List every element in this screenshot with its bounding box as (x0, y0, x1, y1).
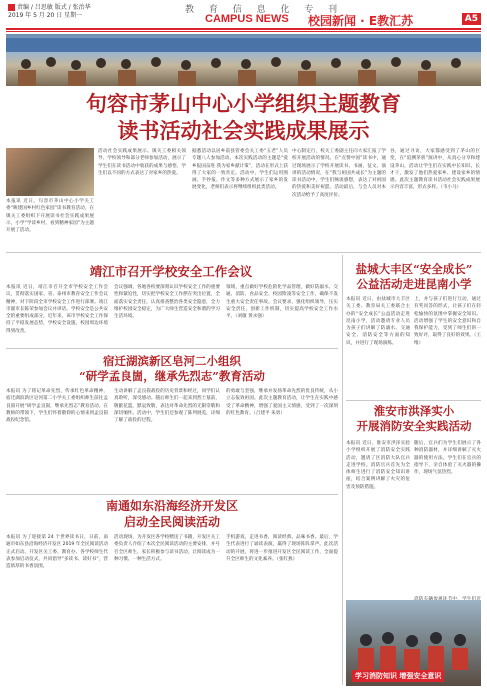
suqian-col1: 本报讯 为了铭记革命先烈，传承红色革命精神，宿迁湖滨新区皂河第二小学关工委组织师生前往孟良崮开展“研学孟良崮，继承先烈志”教育活动。在教师的带领下，学生们怀着敬仰的心情来到孟良崮战役纪念馆。 (6, 389, 108, 424)
brand-bar (150, 13, 487, 27)
lead-small-photo (6, 148, 94, 196)
divider-yancheng (346, 400, 481, 401)
huaian-col2: 随后，官兵们为学生们展示了各种消防器材，并详细讲解了灭火器的使用方法。学生们在官兵的指导下，亲自体验了灭火器的操作，现场气氛热烈。 (414, 441, 481, 476)
huaian-photo (346, 600, 481, 686)
lead-headline-line2: 读书活动社会实践成果展示 (117, 118, 370, 143)
brand-en: CAMPUS NEWS (205, 13, 289, 25)
yancheng-headline-line1: 盐城大丰区“安全成长” (355, 262, 473, 276)
nantong-headline (6, 498, 338, 530)
lead-col5: 谷，通过寻访，大家都感受到了茅山的巨变，在“追溯茅骄”演讲中，从真心分享和建设茅山，活动让学生们在实践中长知识、长才干，激发了他们热爱家乡、建设家乡的情感。此次主题教育读书活动社会实践成果展示内容丰富，形式多样。（韦小马） (390, 149, 480, 191)
nantong-headline-line2: 启动全民阅读活动 (123, 515, 220, 529)
page-number: A5 (462, 13, 481, 25)
huaian-banner: 学习消防知识 增强安全意识 (352, 670, 444, 682)
header-rule (6, 28, 481, 30)
yancheng-col1: 本报讯 近日，由盐城市大丰区关工委、教育局关工委联合主办的“安全成长”公益活动走进昆南小学，活动邀请专业人员为孩子们讲解了防溺水、交通安全、消防安全等方面的知识，并进行了现场演练。 (346, 297, 410, 346)
huaian-headline-line1: 淮安市洪泽实小 (373, 404, 455, 418)
editor-line: 责编 / 吕思敏 版式 / 张治华 (17, 4, 91, 11)
header-rule-thin (6, 31, 481, 32)
brand-cn: 校园新闻 · E教汇苏 (308, 14, 414, 28)
lead-headline (0, 90, 487, 144)
jingjiang-col2: 会议强调，各地各校要深刻认识学校安全工作的重要性和紧迫性，切实把学校安全工作摆在突出位置，全面落实安全责任，认真排查整治各类安全隐患，全力维护校园安全稳定，为广大师生营造安全和谐的学习生活环境。 (114, 285, 220, 320)
divider-jingjiang (6, 348, 338, 349)
lead-headline-line1: 句容市茅山中心小学组织主题教育 (86, 91, 401, 116)
date-line: 2019 年 5 月 20 日 星期一 (8, 12, 83, 19)
suqian-headline-line2: “研学孟良崮，继承先烈志”教育活动 (79, 369, 265, 383)
huaian-headline-line2: 开展消防安全实践活动 (356, 419, 472, 433)
lead-col4: 中心制定行，校关工委副主任向大家汇报了学校开展活动的情况。在“点赞中国”读书中，通过现场展示了学校开展读书、书画、征文、演讲的活动情况，在“我与祖国共成长”为主题的读书活动中，学生们畅谈感想，表达了对祖国的热爱和美好祝愿。活动最后，与会人员对本次活动给予了高度评价。 (292, 149, 386, 198)
suqian-col2: 生动讲解了孟良崮战役的历史背景和经过，同学们认真聆听，深受感动。随后师生们一起来到烈士墓前，敬献花篮，默哀致敬，表达对革命先烈的无限崇敬和深切缅怀。活动中，学生们还参观了陈列展览，详细了解了战役的过程。 (114, 389, 220, 424)
yancheng-headline (346, 262, 482, 292)
suqian-col3: 的勇敢与坚强，继承并发扬革命先烈的优良传统，从小立志报效祖国。此次主题教育活动，让学生在实践中感受了革命精神，增强了爱国主义情感，受到了一次深刻的红色教育。（吕建平 朱勇） (226, 389, 338, 416)
column-divider (342, 255, 343, 685)
masthead-credits (8, 4, 91, 20)
logo-icon (8, 4, 15, 11)
jingjiang-col3: 领域，重点做好学校危险化学品管理，做好防溺水、交通、消防、食品安全、校园欺凌等安全工作，确保不发生重大安全责任事故。会议要求，强化组织领导，压实安全责任，创新工作机制，切实提高学校安全工作水平。（刘敏 黄永强） (226, 285, 338, 320)
suqian-headline-line1: 宿迁湖滨新区皂河二小组织 (103, 354, 241, 368)
lead-col3: 据悉活动以居乡前县管委会关工委“五老”人员专题八人参加活动。本次实践活动的主题是“爱乡报国奋进 我为家乡献计策”，活动在形式上获得了大家的一致肯定。活动中，学生们运用图画、手抄报、作文等多种方式展示了家乡的发展变化，老师们表示将继续组织此类活动。 (192, 149, 288, 191)
section-divider (6, 252, 481, 253)
huaian-headline (346, 404, 482, 434)
huaian-col1: 本报讯 近日，淮安市洪泽实验小学组织开展了消防安全实践活动，邀请了区消防大队官兵走进学校。消防官兵首先为全体师生进行了消防安全知识讲座，结合案例讲解了火灾的危害及预防措施。 (346, 441, 410, 490)
suqian-headline (6, 354, 338, 384)
nantong-headline-line1: 南通如东沿海经济开发区 (105, 499, 238, 513)
divider-suqian (6, 494, 338, 495)
lead-col1: 本报讯 近日，句容市茅山中心小学关工委“映建国乡村红色家园”读书教育活动，在镇关工委组织下开展读书社会实践成果展示，小学“学读乡村，看到精神家园”为主题开展了活动。 (6, 199, 94, 234)
jingjiang-headline: 靖江市召开学校安全工作会议 (89, 264, 253, 279)
yancheng-col2: 上，并与孩子们进行互动，通过有奖问答的形式，让孩子们在轻松愉快的氛围中掌握安全知识。活动增强了学生的安全意识和自我保护能力，受到了师生们的一致好评，取得了良好的效果。（王维） (414, 297, 481, 346)
yancheng-headline-line2: 公益活动走进昆南小学 (356, 277, 472, 291)
series-title: 教 育 信 息 化 专 刊 (185, 5, 344, 15)
lead-photo (6, 34, 481, 86)
nantong-col2: 活动现场，为开发区各学校赠送了书籍，开发区关工委负责人介绍了本次全民阅读活动的主要安排，并号召全区师生、家长积极参与读书活动，让阅读成为一种习惯、一种生活方式。 (114, 535, 220, 562)
crowd-illustration (6, 34, 481, 86)
lead-col2: 活动社会实践成果展示。镇关工委相关领导、学校领导和部分老师参加活动，展示了学生们在读书活动中收获的成果与感悟，学生们以不同的方式表达了对家乡的热爱。 (98, 149, 186, 176)
nantong-col3: 手机游戏，走进书香，阅读经典、品味书香。最后，学生代表进行了诵读表演，赢得了现场阵阵掌声。此次活动的开展，将进一步推进开发区全民阅读工作，全面提升全区师生的文化素养。（张红燕） (226, 535, 338, 562)
jingjiang-col1: 本报讯 近日，靖江市召开全市学校安全工作会议，贯彻落实国家、省、泰州市教育安全工作会议精神，对下阶段全市学校安全工作进行部署。靖江市副市长陈荣参加会议并讲话。学校安全是公共安全的重要组成部分，近年来，该市学校安全工作保持了平稳发展态势，学校安全设施、校园周边环境得到改善。 (6, 285, 108, 334)
nantong-col1: 本报讯 为了迎接第 24 个世界读书日，日前，南通市如东县沿海经济开发区 2019 年全民阅读活动正式启动。开发区关工委、教育办、各学校师生代表参加启动仪式，共同倡导“多读书、读好书”，营造浓厚的书香氛围。 (6, 535, 108, 570)
